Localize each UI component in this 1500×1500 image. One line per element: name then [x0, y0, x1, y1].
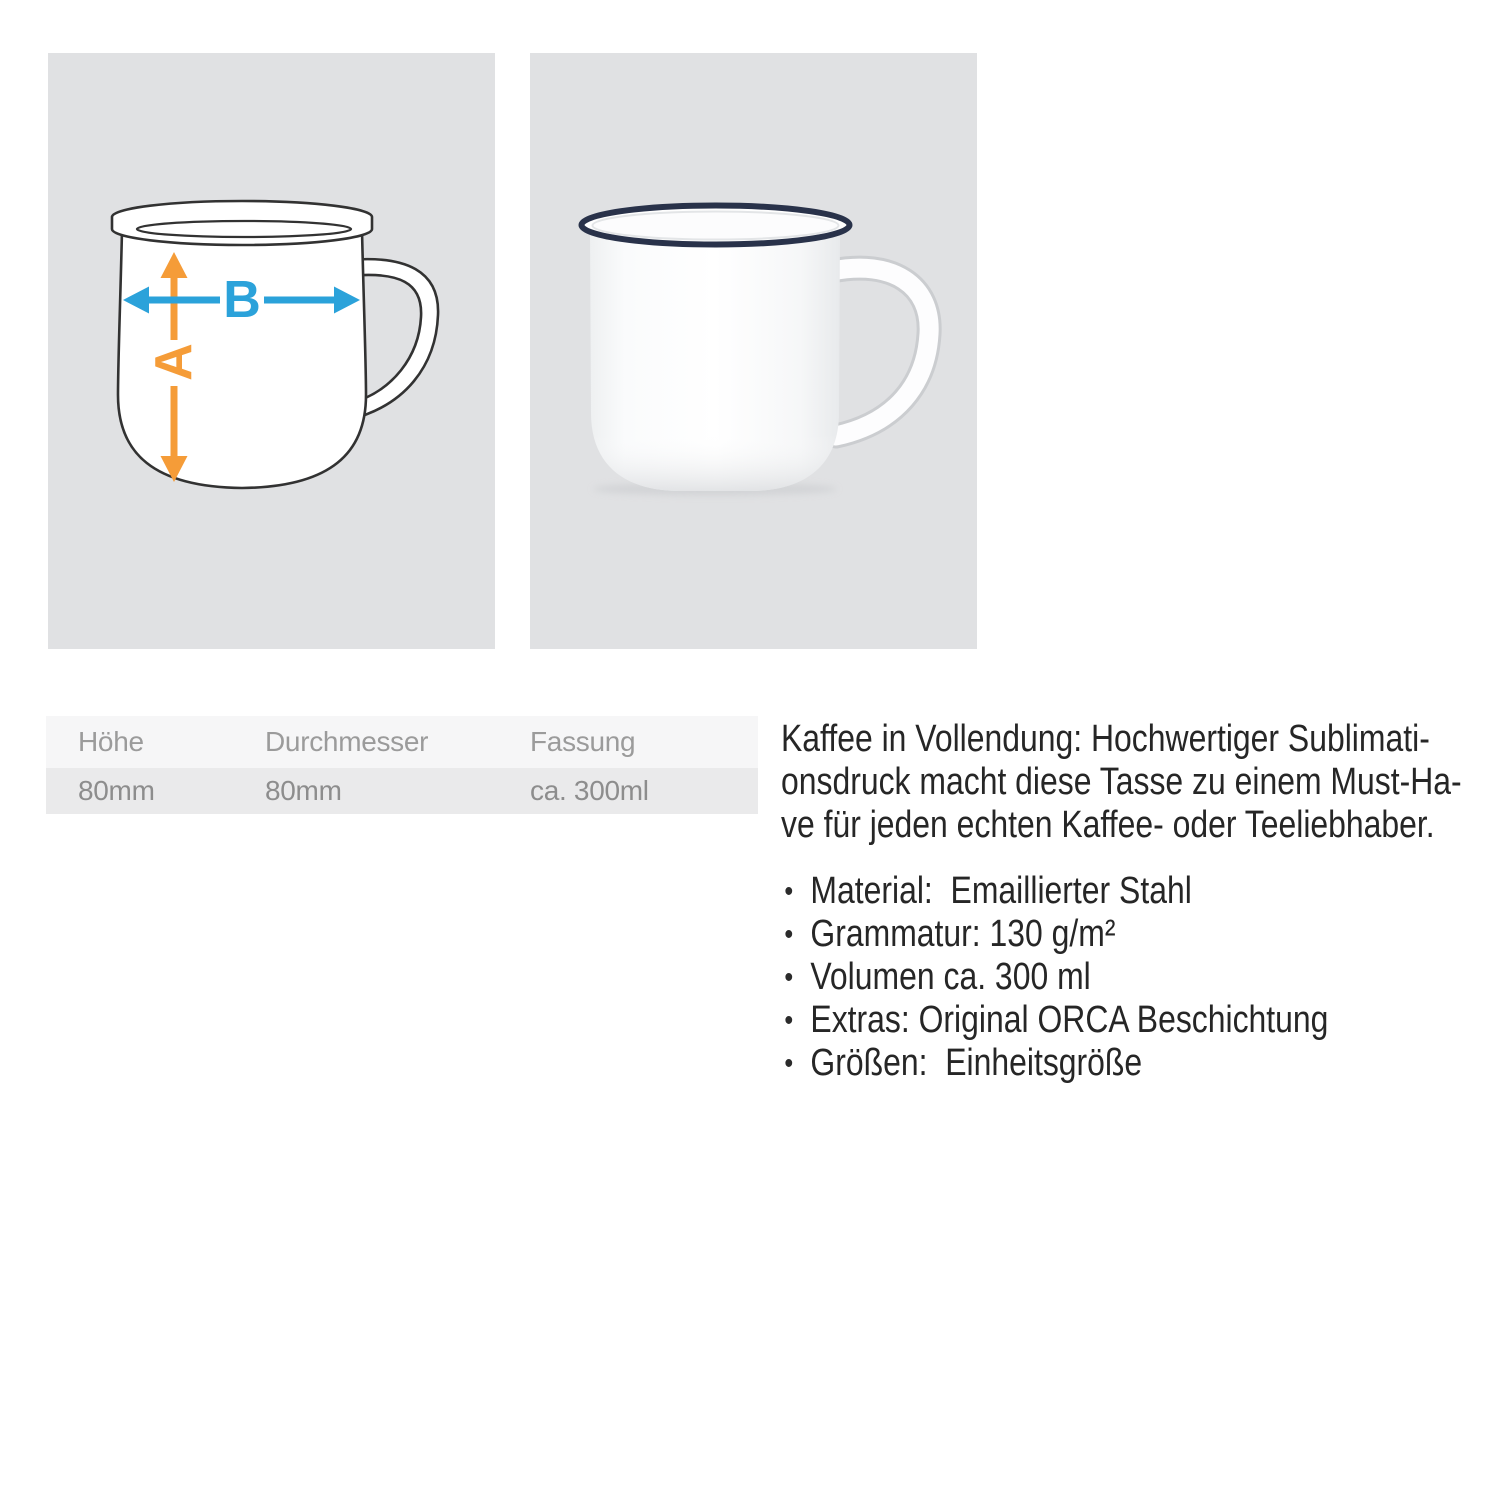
- bullet-icon: •: [784, 875, 794, 908]
- bullet-icon: •: [784, 961, 794, 994]
- mug-opening-outline: [137, 221, 351, 237]
- lead-line: onsdruck macht diese Tasse zu einem Must-Ha-: [781, 761, 1462, 803]
- height-label: A: [145, 343, 203, 381]
- feature-grammatur: [781, 913, 1471, 956]
- feature-text: Größen: Einheitsgröße: [810, 1042, 1143, 1084]
- feature-text: Material: Emaillierter Stahl: [810, 870, 1192, 912]
- size-table-header-fassung: Fassung: [530, 726, 636, 757]
- product-description: [781, 718, 1471, 1085]
- bullet-icon: •: [784, 1004, 794, 1037]
- size-table-header-durchmesser: Durchmesser: [265, 726, 429, 757]
- size-table-value-hoehe: 80mm: [78, 775, 155, 806]
- feature-text: Extras: Original ORCA Beschichtung: [810, 999, 1329, 1041]
- size-table-value-row: [46, 768, 758, 814]
- feature-text: Volumen ca. 300 ml: [810, 956, 1091, 998]
- feature-list: [781, 870, 1471, 1085]
- feature-extras: [781, 999, 1471, 1042]
- enamel-mug-photo: [530, 53, 977, 649]
- feature-volumen: [781, 956, 1471, 999]
- feature-material: [781, 870, 1471, 913]
- lead-line: ve für jeden echten Kaffee- oder Teeliebhaber.: [781, 804, 1435, 846]
- mug-body-shading: [590, 231, 840, 491]
- lead-line: Kaffee in Vollendung: Hochwertiger Sublimati-: [781, 718, 1430, 760]
- size-diagram-image[interactable]: [48, 53, 495, 649]
- feature-text: Grammatur: 130 g/m²: [810, 913, 1116, 955]
- feature-groessen: [781, 1042, 1471, 1085]
- product-photo-image[interactable]: [530, 53, 977, 649]
- size-table-header-row: [46, 716, 758, 768]
- mug-size-diagram: [48, 53, 495, 649]
- size-table-value-durchmesser: 80mm: [265, 775, 342, 806]
- mug-rim-inner: [593, 212, 839, 240]
- description-lead: [781, 718, 1471, 847]
- mug-handle: [832, 268, 929, 436]
- bullet-icon: •: [784, 918, 794, 951]
- size-table-header-hoehe: Höhe: [78, 726, 144, 757]
- size-table-value-fassung: ca. 300ml: [530, 775, 649, 806]
- bullet-icon: •: [784, 1047, 794, 1080]
- diameter-label: B: [223, 271, 261, 329]
- size-table: [46, 716, 758, 814]
